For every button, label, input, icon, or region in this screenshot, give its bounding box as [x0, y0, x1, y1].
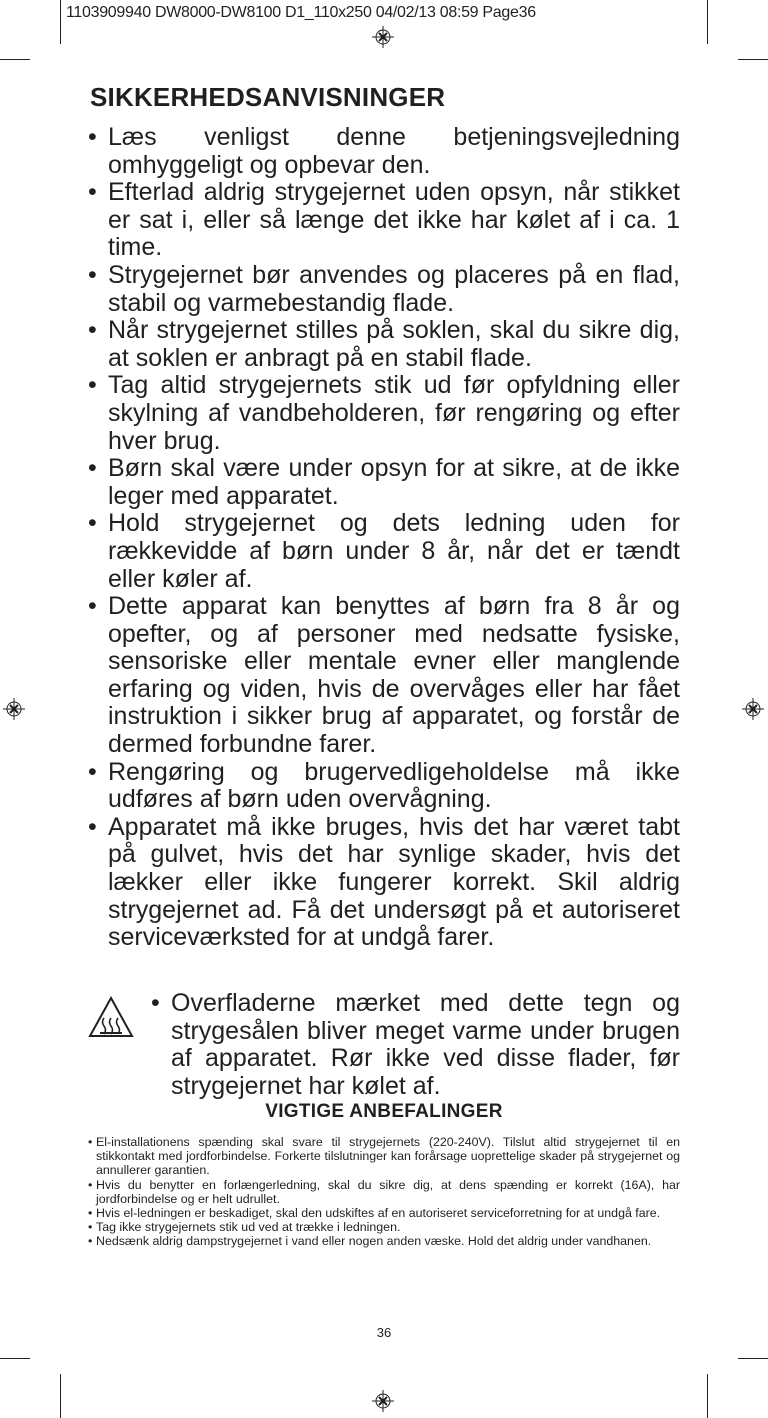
crop-mark — [738, 1358, 768, 1359]
registration-mark-icon — [372, 1390, 394, 1412]
crop-mark — [60, 1374, 61, 1418]
registration-mark-icon — [3, 698, 25, 720]
safety-instruction-item: • Apparatet må ikke bruges, hvis det har været tabt på gulvet, hvis det har synlige skader, hvis det lækker eller ikke fungerer korrekt. Skil aldrig strygejernet ad. Få det undersøgt på et autoriseret serviceværksted for at undgå farer. — [88, 814, 680, 952]
safety-instruction-item: • Hold strygejernet og dets ledning uden for rækkevidde af børn under 8 år, når det er tændt eller køler af. — [88, 510, 680, 593]
crop-mark — [707, 0, 708, 44]
safety-instruction-item: • Tag altid strygejernets stik ud før opfyldning eller skylning af vandbeholderen, før rengøring og efter hver brug. — [88, 372, 680, 455]
registration-mark-icon — [742, 698, 764, 720]
recommendations-list — [88, 1135, 680, 1249]
safety-instructions-list — [88, 124, 680, 952]
registration-mark-icon — [372, 26, 394, 48]
safety-instruction-item: • Børn skal være under opsyn for at sikre, at de ikke leger med apparatet. — [88, 455, 680, 510]
crop-mark — [0, 59, 30, 60]
crop-mark — [738, 59, 768, 60]
print-slug: 1103909940 DW8000-DW8100 D1_110x250 04/02/13 08:59 Page36 — [66, 4, 536, 21]
hot-surface-warning-icon — [88, 996, 134, 1038]
crop-mark — [707, 1374, 708, 1418]
crop-mark — [60, 0, 61, 44]
safety-instruction-item: • Dette apparat kan benyttes af børn fra 8 år og opefter, og af personer med nedsatte fysiske, sensoriske eller mentale evner eller manglende erfaring og viden, hvis de overvåges eller har fået instruktion i sikker brug af apparatet, og forstår de dermed forbundne farer. — [88, 593, 680, 759]
recommendation-item: • Nedsænk aldrig dampstrygejernet i vand eller nogen anden væske. Hold det aldrig under vandhanen. — [88, 1234, 680, 1248]
recommendation-item: • El-installationens spænding skal svare til strygejernets (220-240V). Tilslut altid strygejernet til en stikkontakt med jordforbindelse. Forkerte tilslutninger kan forårsage uoprettelige skader på strygejernet og annullerer garantien. — [88, 1135, 680, 1178]
warning-text: • Overfladerne mærket med dette tegn og strygesålen bliver meget varme under brugen af apparatet. Rør ikke ved disse flader, før strygejernet har kølet af. — [151, 990, 680, 1100]
safety-instruction-item: • Efterlad aldrig strygejernet uden opsyn, når stikket er sat i, eller så længe det ikke har kølet af i ca. 1 time. — [88, 179, 680, 262]
recommendation-item: • Tag ikke strygejernets stik ud ved at trække i ledningen. — [88, 1220, 680, 1234]
page-number: 36 — [376, 1325, 392, 1340]
safety-instruction-item: • Læs venligst denne betjeningsvejledning omhyggeligt og opbevar den. — [88, 124, 680, 179]
recommendation-item: • Hvis du benytter en forlængerledning, skal du sikre dig, at dens spænding er korrekt (16A), har jordforbindelse og er helt udrullet. — [88, 1178, 680, 1206]
safety-instruction-item: • Når strygejernet stilles på soklen, skal du sikre dig, at soklen er anbragt på en stabil flade. — [88, 317, 680, 372]
safety-instruction-item: • Strygejernet bør anvendes og placeres på en flad, stabil og varmebestandig flade. — [88, 262, 680, 317]
page-title: SIKKERHEDSANVISNINGER — [90, 82, 446, 112]
section-heading: VIGTIGE ANBEFALINGER — [265, 1101, 503, 1122]
safety-instruction-item: • Rengøring og brugervedligeholdelse må ikke udføres af børn uden overvågning. — [88, 759, 680, 814]
hot-surface-warning — [88, 990, 680, 1100]
recommendation-item: • Hvis el-ledningen er beskadiget, skal den udskiftes af en autoriseret serviceforretning for at undgå fare. — [88, 1206, 680, 1220]
crop-mark — [0, 1358, 30, 1359]
